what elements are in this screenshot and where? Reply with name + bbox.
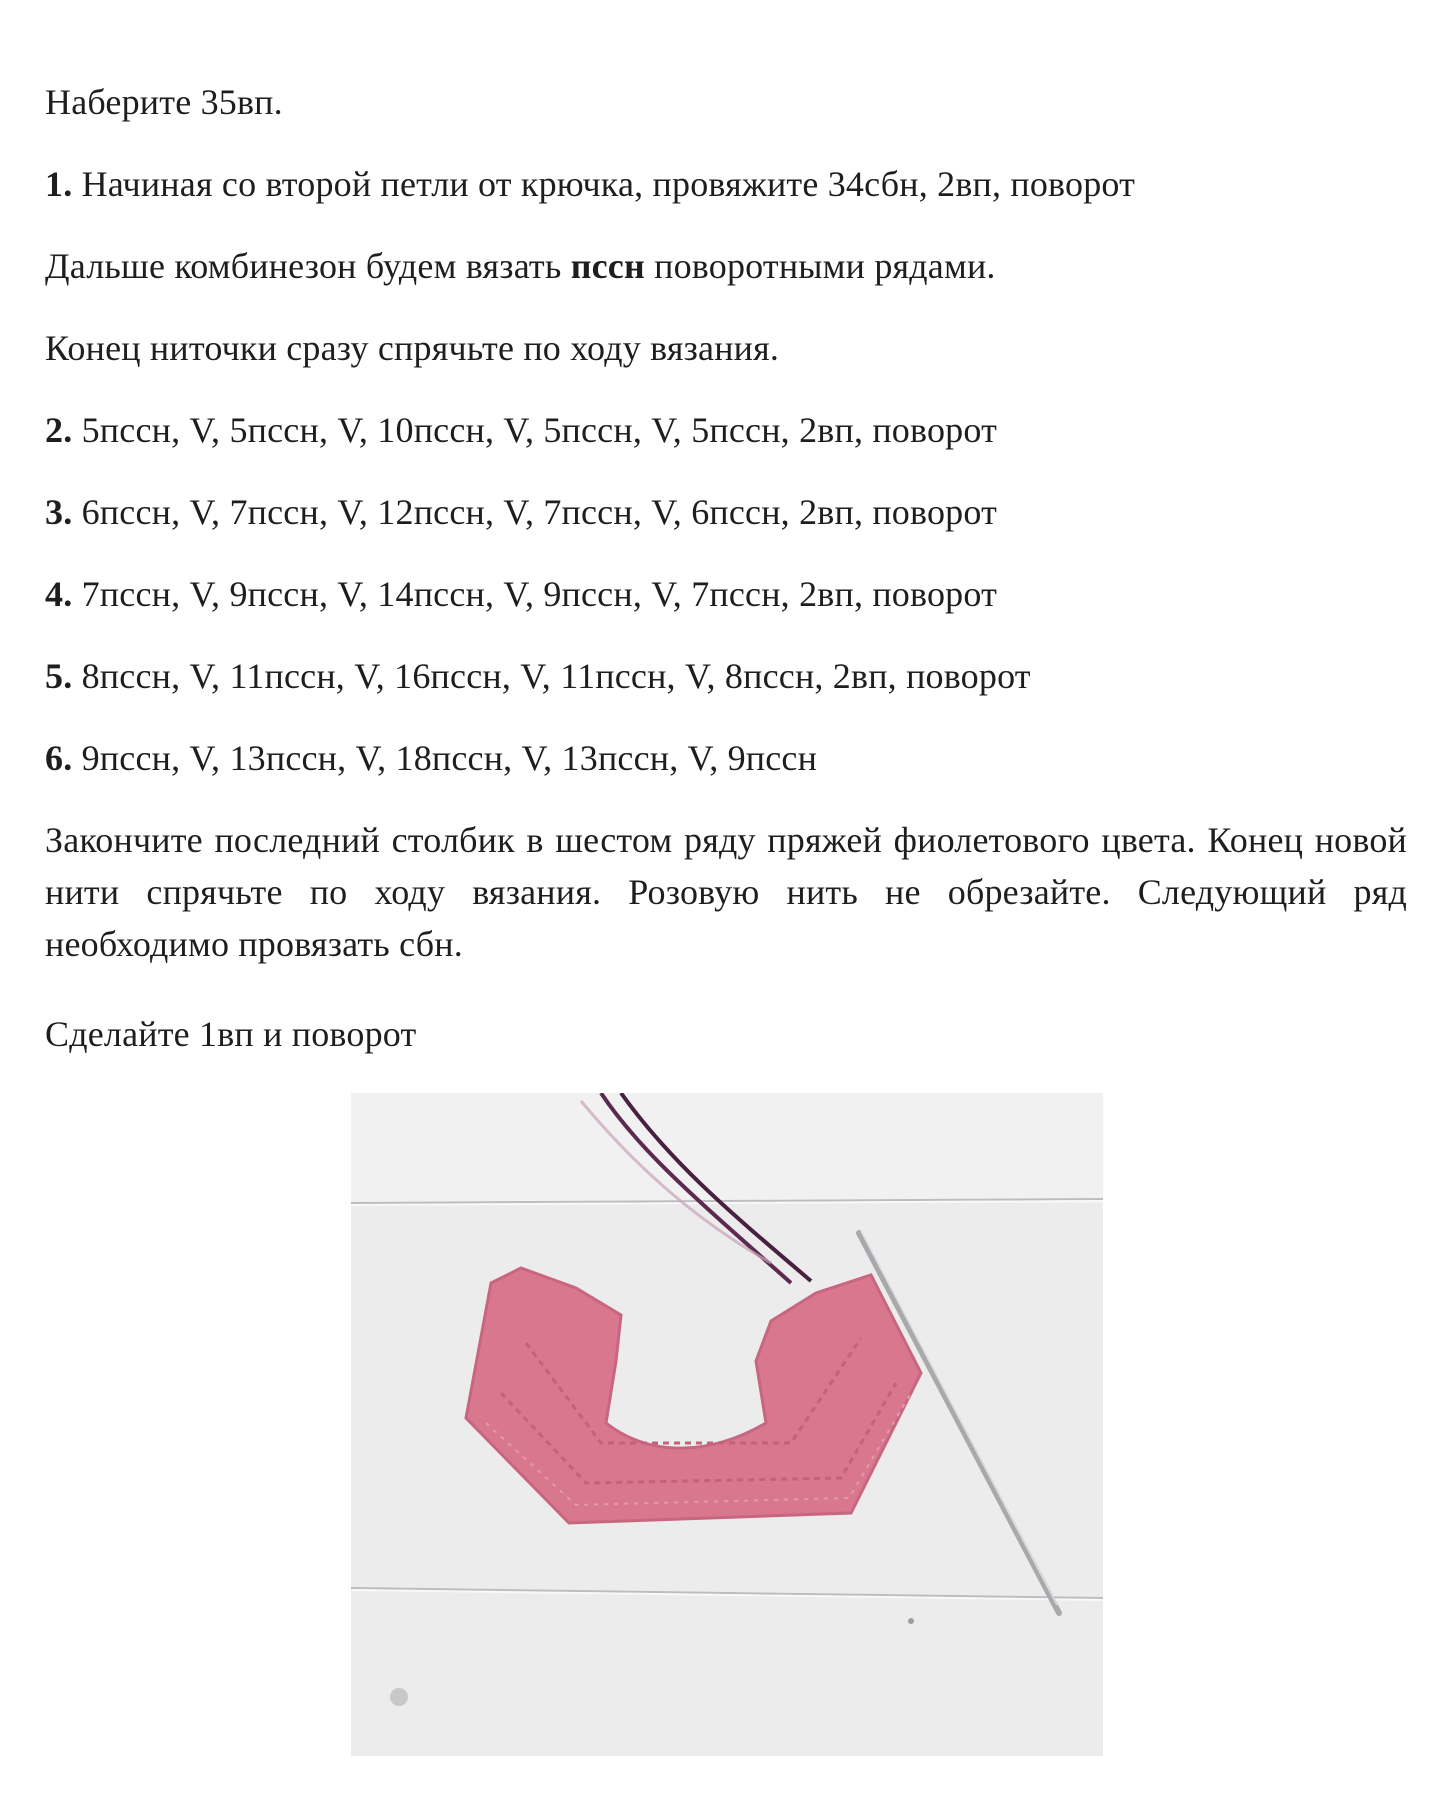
note-thread-end: Конец ниточки сразу спрячьте по ходу вязания. bbox=[45, 328, 780, 368]
row-4-text: 7пссн, V, 9пссн, V, 14пссн, V, 9пссн, V, 7пссн, 2вп, поворот bbox=[72, 574, 998, 614]
row-4-number: 4. bbox=[45, 574, 73, 614]
row-4 bbox=[45, 572, 997, 616]
row-6 bbox=[45, 736, 817, 780]
last-step: Сделайте 1вп и поворот bbox=[45, 1014, 417, 1054]
intro-line: Наберите 35вп. bbox=[45, 82, 283, 122]
wood-mark bbox=[908, 1618, 914, 1624]
row-3 bbox=[45, 490, 997, 534]
row-3-text: 6пссн, V, 7пссн, V, 12пссн, V, 7пссн, V, 6пссн, 2вп, поворот bbox=[72, 492, 998, 532]
note-further-bold: пссн bbox=[570, 246, 645, 286]
board-top bbox=[351, 1093, 1103, 1203]
row-6-text: 9пссн, V, 13пссн, V, 18пссн, V, 13пссн, V, 9пссн bbox=[72, 738, 818, 778]
row-1 bbox=[45, 162, 1135, 206]
row-5-text: 8пссн, V, 11пссн, V, 16пссн, V, 11пссн, V, 8пссн, 2вп, поворот bbox=[72, 656, 1031, 696]
wood-knot bbox=[390, 1688, 408, 1706]
row-6-number: 6. bbox=[45, 738, 73, 778]
row-2-number: 2. bbox=[45, 410, 73, 450]
note-further-after: поворотными рядами. bbox=[644, 246, 996, 286]
crochet-photo-drawing bbox=[351, 1093, 1103, 1756]
row-3-number: 3. bbox=[45, 492, 73, 532]
row-1-text: Начиная со второй петли от крючка, провяжите 34сбн, 2вп, поворот bbox=[72, 164, 1136, 204]
row-2-text: 5пссн, V, 5пссн, V, 10пссн, V, 5пссн, V, 5пссн, 2вп, поворот bbox=[72, 410, 998, 450]
crochet-photo bbox=[351, 1093, 1103, 1756]
row-1-number: 1. bbox=[45, 164, 73, 204]
row-5 bbox=[45, 654, 1031, 698]
row-5-number: 5. bbox=[45, 656, 73, 696]
note-further bbox=[45, 244, 996, 288]
finish-paragraph: Закончите последний столбик в шестом ряду пряжей фиолетового цвета. Конец новой нити спрячьте по ходу вязания. Розовую нить не обрезайте. Следующий ряд необходимо провязать сбн. bbox=[45, 820, 1407, 964]
row-2 bbox=[45, 408, 997, 452]
note-further-before: Дальше комбинезон будем вязать bbox=[45, 246, 571, 286]
